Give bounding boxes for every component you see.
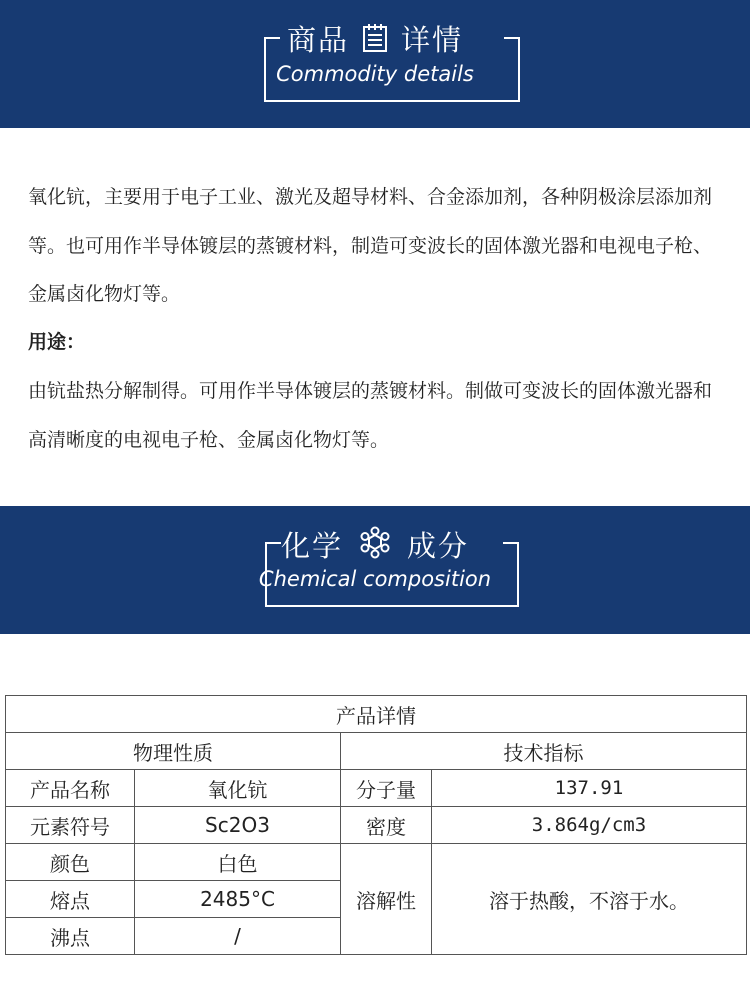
cell-label: 元素符号 xyxy=(6,807,135,844)
banner-subtitle: Commodity details xyxy=(276,62,474,86)
commodity-details-banner xyxy=(0,0,750,128)
cell-label: 熔点 xyxy=(6,881,135,918)
banner-title xyxy=(0,16,750,60)
technical-specs-header: 技术指标 xyxy=(341,733,747,770)
usage-heading: 用途： xyxy=(28,331,86,353)
product-spec-table xyxy=(5,695,747,955)
cell-value: 氧化钪 xyxy=(135,770,341,807)
table-caption-row xyxy=(6,696,747,733)
cell-value: / xyxy=(135,918,341,955)
cell-value: Sc2O3 xyxy=(135,807,341,844)
cell-label: 密度 xyxy=(341,807,432,844)
banner-subtitle: Chemical composition xyxy=(258,567,492,591)
table-row xyxy=(6,844,747,881)
cell-value: 3.864g/cm3 xyxy=(432,807,747,844)
product-description: 氧化钪，主要用于电子工业、激光及超导材料、合金添加剂，各种阴极涂层添加剂等。也可用作半导体镀层的蒸镀材料，制造可变波长的固体激光器和电视电子枪、金属卤化物灯等。 xyxy=(28,186,713,305)
banner-title-left: 商品 xyxy=(286,22,349,57)
banner-title-left: 化学 xyxy=(280,528,343,563)
banner-title xyxy=(0,522,750,566)
molecule-icon xyxy=(355,526,395,562)
cell-value: 2485°C xyxy=(135,881,341,918)
table-group-row xyxy=(6,733,747,770)
table-row xyxy=(6,807,747,844)
cell-label: 分子量 xyxy=(341,770,432,807)
table-caption: 产品详情 xyxy=(6,696,747,733)
usage-text: 由钪盐热分解制得。可用作半导体镀层的蒸镀材料。制做可变波长的固体激光器和高清晰度的电视电子枪、金属卤化物灯等。 xyxy=(28,380,713,451)
cell-label: 沸点 xyxy=(6,918,135,955)
cell-value: 溶于热酸，不溶于水。 xyxy=(432,844,747,955)
chemical-composition-banner xyxy=(0,506,750,634)
cell-value: 137.91 xyxy=(432,770,747,807)
cell-label: 溶解性 xyxy=(341,844,432,955)
cell-label: 颜色 xyxy=(6,844,135,881)
table-row xyxy=(6,770,747,807)
banner-title-right: 详情 xyxy=(401,22,464,57)
banner-title-right: 成分 xyxy=(407,528,470,563)
cell-label: 产品名称 xyxy=(6,770,135,807)
notepad-icon xyxy=(361,23,389,53)
physical-properties-header: 物理性质 xyxy=(6,733,341,770)
cell-value: 白色 xyxy=(135,844,341,881)
